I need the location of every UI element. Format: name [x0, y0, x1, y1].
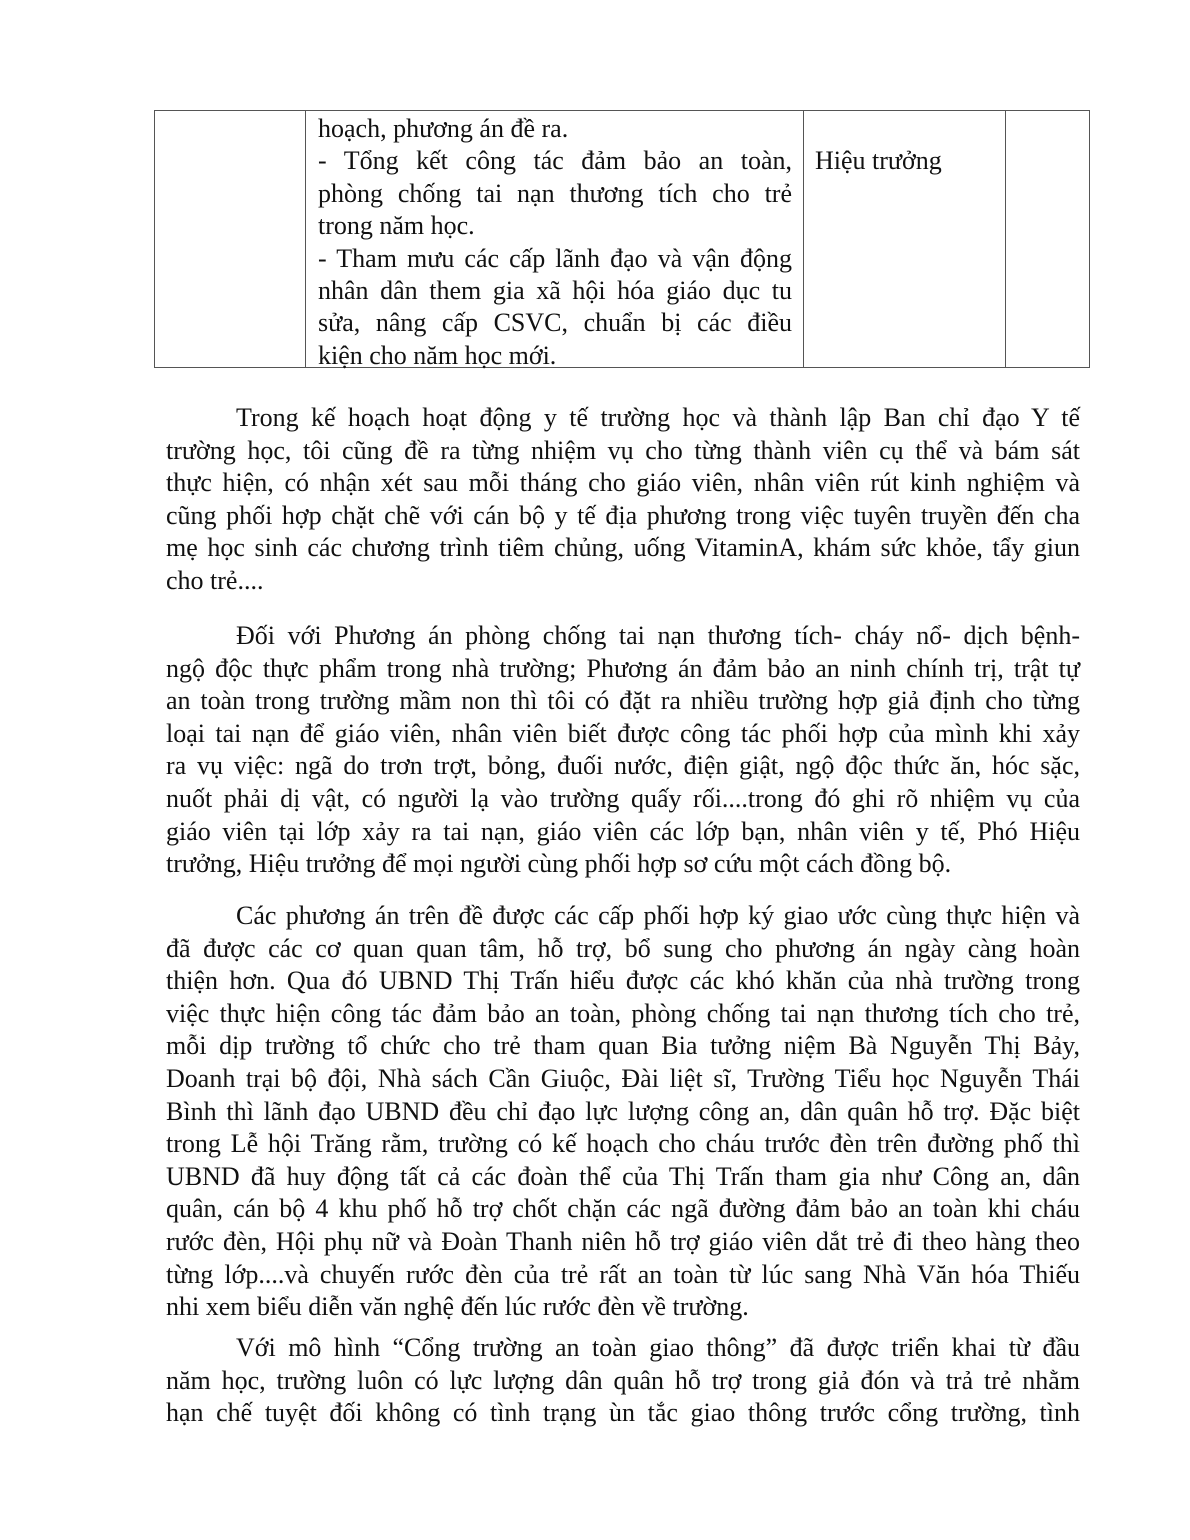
- table-column-divider: [1005, 111, 1006, 367]
- text-line: Các phương án trên đề được các cấp phối hợp ký giao ước cùng thực hiện và: [236, 901, 1080, 930]
- task-line: hoạch, phương án đề ra.: [318, 114, 569, 143]
- text-line: nuốt phải dị vật, có người lạ vào trường quấy rối....trong đó ghi rõ nhiệm vụ của: [166, 783, 1080, 813]
- text-line: Doanh trại bộ đội, Nhà sách Cần Giuộc, Đài liệt sĩ, Trường Tiểu học Nguyễn Thái: [166, 1063, 1080, 1093]
- text-line: an toàn trong trường mầm non thì tôi có đặt ra nhiều trường hợp giả định cho từng: [166, 686, 1080, 716]
- table-column-divider: [305, 111, 306, 367]
- text-line: mỗi dịp trường tổ chức cho trẻ tham quan Bia tưởng niệm Bà Nguyễn Thị Bảy,: [166, 1031, 1080, 1061]
- task-line: - Tổng kết công tác đảm bảo an toàn,: [318, 146, 792, 176]
- text-line: UBND đã huy động tất cả các đoàn thể của Thị Trấn tham gia như Công an, dân: [166, 1161, 1080, 1191]
- text-line: ngộ độc thực phẩm trong nhà trường; Phương án đảm bảo an ninh chính trị, trật tự: [166, 653, 1080, 683]
- paragraph-health-plan: [166, 402, 1080, 598]
- responsible-person-cell: Hiệu trưởng: [815, 146, 942, 175]
- text-line: cũng phối hợp chặt chẽ với cán bộ y tế địa phương trong việc tuyên truyền đến cha: [166, 500, 1080, 530]
- paragraph-coordination: [166, 900, 1080, 1324]
- text-line: hạn chế tuyệt đối không có tình trạng ùn tắc giao thông trước cổng trường, tình: [166, 1398, 1080, 1428]
- text-line: quân, cán bộ 4 khu phố hỗ trợ chốt chặn các ngã đường đảm bảo an toàn khi cháu: [166, 1194, 1080, 1224]
- table-column-divider: [803, 111, 804, 367]
- text-line: Đối với Phương án phòng chống tai nạn thương tích- cháy nổ- dịch bệnh-: [236, 621, 1080, 650]
- text-line: thiện hơn. Qua đó UBND Thị Trấn hiểu được các khó khăn của nhà trường trong: [166, 966, 1080, 996]
- task-line: - Tham mưu các cấp lãnh đạo và vận động: [318, 243, 792, 273]
- text-line: Trong kế hoạch hoạt động y tế trường học và thành lập Ban chỉ đạo Y tế: [236, 403, 1080, 432]
- text-line: Với mô hình “Cổng trường an toàn giao thông” đã được triển khai từ đầu: [236, 1333, 1080, 1362]
- paragraph-accident-prevention: [166, 620, 1080, 881]
- text-line: loại tai nạn để giáo viên, nhân viên biết được công tác phối hợp của mình khi xảy: [166, 718, 1080, 748]
- task-line: kiện cho năm học mới.: [318, 340, 557, 370]
- text-line: ra vụ việc: ngã do trơn trợt, bỏng, đuối nước, điện giật, ngộ độc thức ăn, hóc sặc,: [166, 751, 1080, 781]
- text-line: mẹ học sinh các chương trình tiêm chủng, uống VitaminA, khám sức khỏe, tẩy giun: [166, 533, 1080, 563]
- responsibility-table: [154, 110, 1090, 368]
- text-line: đã được các cơ quan quan tâm, hỗ trợ, bổ sung cho phương án ngày càng hoàn: [166, 933, 1080, 963]
- task-description-cell: [318, 113, 792, 372]
- task-line: sửa, nâng cấp CSVC, chuẩn bị các điều: [318, 308, 792, 338]
- paragraph-traffic-safety: [166, 1332, 1080, 1430]
- text-line: năm học, trường luôn có lực lượng dân quân hỗ trợ trong giả đón và trả trẻ nhằm: [166, 1365, 1080, 1395]
- text-line: thực hiện, có nhận xét sau mỗi tháng cho giáo viên, nhân viên rút kinh nghiệm và: [166, 468, 1080, 498]
- text-line: trong Lễ hội Trăng rằm, trường có kế hoạch cho cháu trước đèn trên đường phố thì: [166, 1129, 1080, 1159]
- text-line: Bình thì lãnh đạo UBND đều chỉ đạo lực lượng công an, dân quân hỗ trợ. Đặc biệt: [166, 1096, 1080, 1126]
- task-line: trong năm học.: [318, 211, 475, 241]
- text-line: cho trẻ....: [166, 565, 264, 595]
- text-line: việc thực hiện công tác đảm bảo an toàn, phòng chống tai nạn thương tích cho trẻ,: [166, 998, 1080, 1028]
- text-line: giáo viên tại lớp xảy ra tai nạn, giáo viên các lớp bạn, nhân viên y tế, Phó Hiệu: [166, 816, 1080, 846]
- text-line: trưởng, Hiệu trưởng để mọi người cùng phối hợp sơ cứu một cách đồng bộ.: [166, 849, 952, 879]
- task-line: nhân dân them gia xã hội hóa giáo dục tu: [318, 275, 792, 305]
- text-line: rước đèn, Hội phụ nữ và Đoàn Thanh niên hỗ trợ giáo viên dắt trẻ đi theo hàng theo: [166, 1226, 1080, 1256]
- task-line: phòng chống tai nạn thương tích cho trẻ: [318, 178, 792, 208]
- text-line: trường học, tôi cũng đề ra từng nhiệm vụ cho từng thành viên cụ thể và bám sát: [166, 435, 1080, 465]
- text-line: nhi xem biểu diễn văn nghệ đến lúc rước đèn về trường.: [166, 1292, 749, 1322]
- text-line: từng lớp....và chuyến rước đèn của trẻ rất an toàn từ lúc sang Nhà Văn hóa Thiếu: [166, 1259, 1080, 1289]
